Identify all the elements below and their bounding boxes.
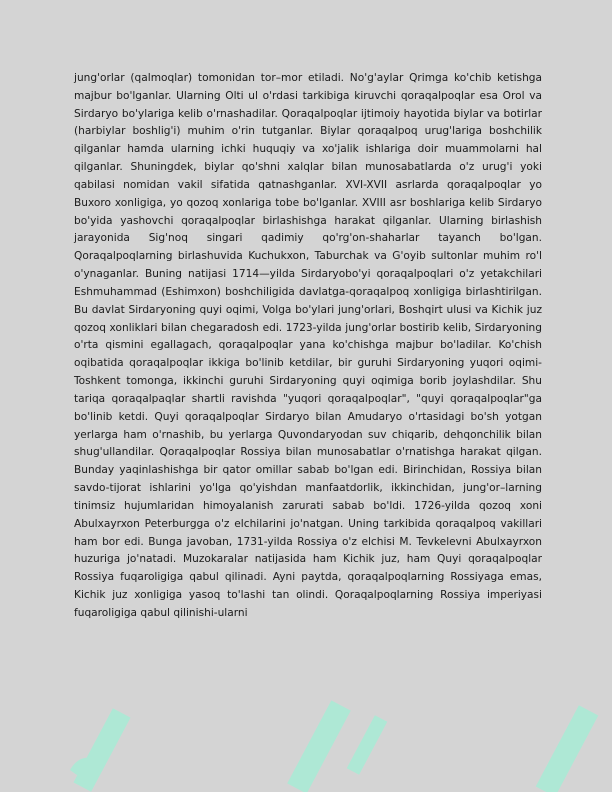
watermark-right-mark [536,705,599,792]
document-body-paragraph: jung'orlar (qalmoqlar) tomonidan tor–mor etiladi. No'g'aylar Qrimga ko'chib ketishga majbur bo'lganlar. Ularning Olti ul o'rdasi tarkibiga kiruvchi qoraqalpoqlar esa Orol va Sirdaryo bo'ylariga kelib o'rnashadilar. Qoraqalpoqlar ijtimoiy hayotida biylar va botirlar (harbiylar boshlig'i) muhim o'rin tutganlar. Biylar qoraqalpoq urug'lariga boshchilik qilganlar hamda ularning ichki huquqiy va xo'jalik ishlariga doir muammolarni hal qilganlar. Shuningdek, biylar qo'shni xalqlar bilan munosabatlarda o'z urug'i yoki qabilasi nomidan vakil sifatida qatnashganlar. XVI-XVII asrlarda qoraqalpoqlar yo Buxoro xonligiga, yo qozoq xonlariga tobe bo'lganlar. XVIII asr boshlariga kelib Sirdaryo bo'yida yashovchi qoraqalpoqlar birlashishga harakat qilganlar. Ularning birlashish jarayonida Sig'noq singari qadimiy qo'rg'on-shaharlar tayanch bo'lgan. Qoraqalpoqlarning birlashuvida Kuchukxon, Taburchak va G'oyib sultonlar muhim ro'l o'ynaganlar. Buning natijasi 1714—yilda Sirdaryobo'yi qoraqalpoqlari o'z yetakchilari Eshmuhammad (Eshimxon) boshchiligida davlatga-qoraqalpoq xonligiga birlashtirilgan. Bu davlat Sirdaryoning quyi oqimi, Volga bo'ylari jung'orlari, Boshqirt ulusi va Kichik juz qozoq xonliklari bilan chegaradosh edi. 1723-yilda jung'orlar bostirib kelib, Sirdaryoning o'rta qismini egallagach, qoraqalpoqlar yana ko'chishga majbur bo'ladilar. Ko'chish oqibatida qoraqalpoqlar ikkiga bo'linib ketdilar, bir guruhi Sirdaryoning yuqori oqimi-Toshkent tomonga, ikkinchi guruhi Sirdaryoning quyi oqimiga borib joylashdilar. Shu tariqa qoraqalpaqlar shartli ravishda "yuqori qoraqalpoqlar", "quyi qoraqalpoqlar"ga bo'linib ketdi. Quyi qoraqalpoqlar Sirdaryo bilan Amudaryo o'rtasidagi bo'sh yotgan yerlarga ham o'rnashib, bu yerlarga Quvondaryodan suv chiqarib, dehqonchilik bilan shug'ullandilar. Qoraqalpoqlar Rossiya bilan munosabatlar o'rnatishga harakat qilgan. Bunday yaqinlashishga bir qator omillar sabab bo'lgan edi. Birinchidan, Rossiya bilan savdo-tijorat ishlarini yo'lga qo'yishdan manfaatdorlik, ikkinchidan, jung'or–larning tinimsiz hujumlaridan himoyalanish zarurati sabab bo'ldi. 1726-yilda qozoq xoni Abulxayrxon Peterburgga o'z elchilarini jo'natgan. Uning tarkibida qoraqalpoq vakillari ham bor edi. Bunga javoban, 1731-yilda Rossiya o'z elchisi M. Tevkelevni Abulxayrxon huzuriga jo'natadi. Muzokaralar natijasida ham Kichik juz, ham Quyi qoraqalpoqlar Rossiya fuqaroligiga qabul qilinadi. Ayni paytda, qoraqalpoqlarning Rossiyaga emas, Kichik juz xonligiga yasoq to'lashi tan olindi. Qoraqalpoqlarning Rossiya imperiyasi fuqaroligiga qabul qilinishi-ularni [74,72,542,619]
watermark-left-mark [70,708,131,792]
watermark-center-mark [287,700,387,792]
